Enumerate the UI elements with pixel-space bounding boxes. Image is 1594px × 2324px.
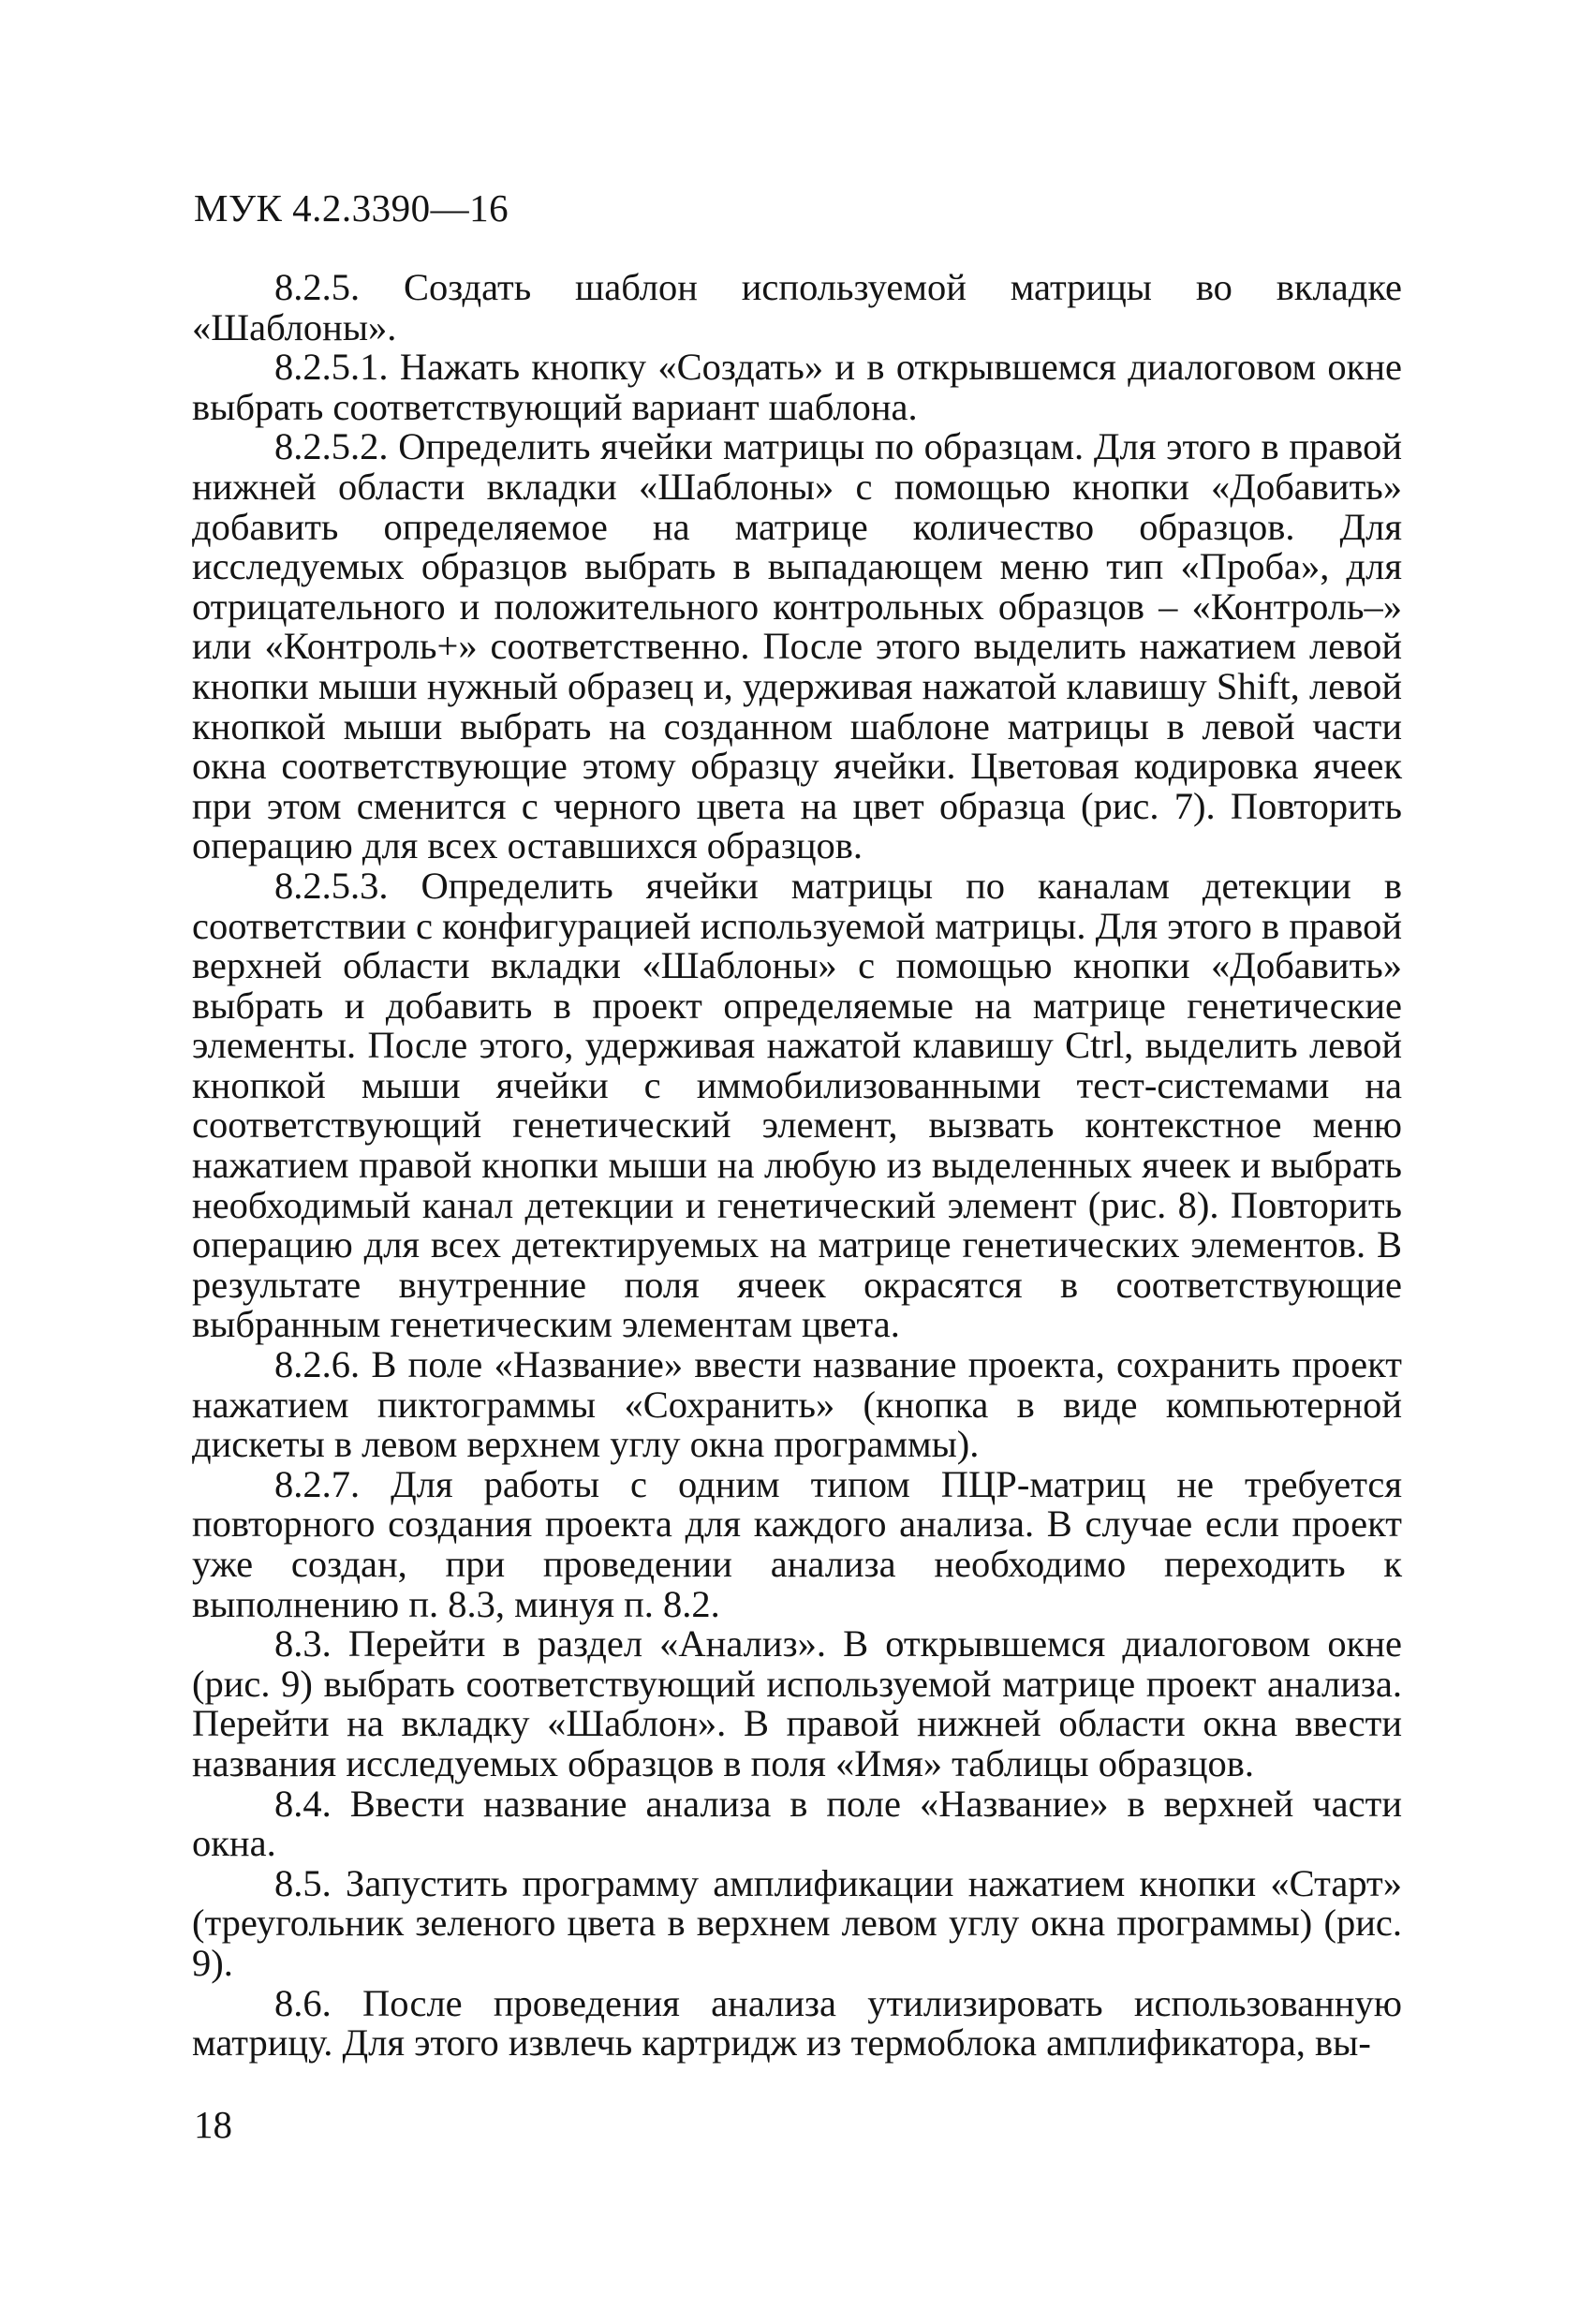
paragraph-8-2-5: 8.2.5. Создать шаблон используемой матрицы во вкладке «Шаблоны».	[192, 266, 1402, 348]
paragraph-8-2-7: 8.2.7. Для работы с одним типом ПЦР-матриц не требуется повторного создания проекта для каждого анализа. В случае если проект уже создан, при проведении анализа необходимо переходить к выполнению п. 8.3, минуя п. 8.2.	[192, 1462, 1402, 1625]
paragraph-8-2-6: 8.2.6. В поле «Название» ввести название проекта, сохранить проект нажатием пиктограммы «Сохранить» (кнопка в виде компьютерной дискеты в левом верхнем углу окна программы).	[192, 1343, 1402, 1466]
paragraph-8-4: 8.4. Ввести название анализа в поле «Название» в верхней части окна.	[192, 1782, 1402, 1865]
paragraph-8-2-5-3: 8.2.5.3. Определить ячейки матрицы по каналам детекции в соответствии с конфигурацией используемой матрицы. Для этого в правой верхней области вкладки «Шаблоны» с помощью кнопки «Добавить» выбрать и добавить в проект определяемые на матрице генетические элементы. После этого, удерживая нажатой клавишу Ctrl, выделить левой кнопкой мыши ячейки с иммобилизованными тест-системами на соответствующий генетический элемент, вызвать контекстное меню нажатием правой кнопки мыши на любую из выделенных ячеек и выбрать необходимый канал детекции и генетический элемент (рис. 8). Повторить операцию для всех детектируемых на матрице генетических элементов. В результате внутренние поля ячеек окрасятся в соответствующие выбранным генетическим элементам цвета.	[192, 864, 1402, 1346]
document-body	[192, 268, 1402, 2064]
paragraph-8-2-5-2: 8.2.5.2. Определить ячейки матрицы по образцам. Для этого в правой нижней области вкладки «Шаблоны» с помощью кнопки «Добавить» добавить определяемое на матрице количество образцов. Для исследуемых образцов выбрать в выпадающем меню тип «Проба», для отрицательного и положительного контрольных образцов – «Контроль–» или «Контроль+» соответственно. После этого выделить нажатием левой кнопки мыши нужный образец и, удерживая нажатой клавишу Shift, левой кнопкой мыши выбрать на созданном шаблоне матрицы в левой части окна соответствующие этому образцу ячейки. Цветовая кодировка ячеек при этом сменится с черного цвета на цвет образца (рис. 7). Повторить операцию для всех оставшихся образцов.	[192, 425, 1402, 867]
paragraph-8-6: 8.6. После проведения анализа утилизировать использованную матрицу. Для этого извлечь картридж из термоблока амплификатора, вы-	[192, 1981, 1402, 2065]
page-number: 18	[194, 2103, 232, 2146]
document-code-header: МУК 4.2.3390—16	[194, 186, 509, 229]
paragraph-8-2-5-1: 8.2.5.1. Нажать кнопку «Создать» и в открывшемся диалоговом окне выбрать соответствующий вариант шаблона.	[192, 346, 1402, 428]
paragraph-8-5: 8.5. Запустить программу амплификации нажатием кнопки «Старт» (треугольник зеленого цвета в верхнем левом углу окна программы) (рис. 9).	[192, 1861, 1402, 1984]
paragraph-8-3: 8.3. Перейти в раздел «Анализ». В открывшемся диалоговом окне (рис. 9) выбрать соответствующий используемой матрице проект анализа. Перейти на вкладку «Шаблон». В правой нижней области окна ввести названия исследуемых образцов в поля «Имя» таблицы образцов.	[192, 1622, 1402, 1784]
